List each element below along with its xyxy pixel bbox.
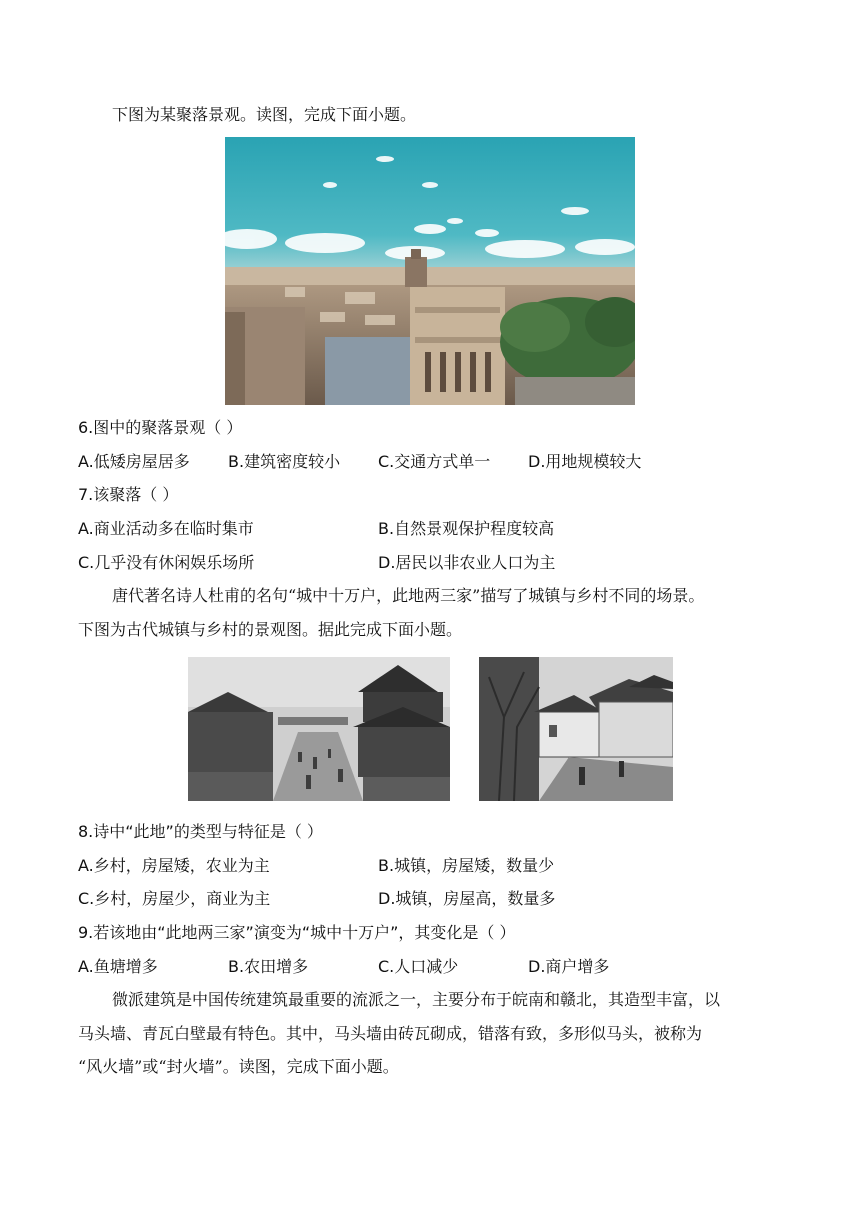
intro-text-3-line-2: 马头墙、青瓦白壁最有特色。其中，马头墙由砖瓦砌成，错落有致，多形似马头，被称为 xyxy=(78,1024,703,1043)
q8-option-c: C.乡村，房屋少，商业为主 xyxy=(78,889,271,908)
q7-option-c: C.几乎没有休闲娱乐场所 xyxy=(78,553,255,572)
q7-option-a: A.商业活动多在临时集市 xyxy=(78,519,254,538)
q8-option-a: A.乡村，房屋矮，农业为主 xyxy=(78,856,270,875)
question-9-stem: 9.若该地由“此地两三家”演变为“城中十万户”，其变化是（ ） xyxy=(78,923,516,942)
question-8-stem: 8.诗中“此地”的类型与特征是（ ） xyxy=(78,822,323,841)
q6-option-c: C.交通方式单一 xyxy=(378,452,491,471)
intro-text-3-line-1: 微派建筑是中国传统建筑最重要的流派之一，主要分布于皖南和赣北，其造型丰富，以 xyxy=(112,990,721,1009)
q7-option-d: D.居民以非农业人口为主 xyxy=(378,553,556,572)
q9-option-a: A.鱼塘增多 xyxy=(78,957,158,976)
q6-option-d: D.用地规模较大 xyxy=(528,452,642,471)
intro-text-2-line-2: 下图为古代城镇与乡村的景观图。据此完成下面小题。 xyxy=(78,620,463,639)
q9-option-d: D.商户增多 xyxy=(528,957,610,976)
intro-text-1: 下图为某聚落景观。读图，完成下面小题。 xyxy=(112,105,417,124)
village-drawing xyxy=(479,657,673,801)
q6-option-a: A.低矮房屋居多 xyxy=(78,452,190,471)
q6-option-b: B.建筑密度较小 xyxy=(228,452,341,471)
q9-option-b: B.农田增多 xyxy=(228,957,309,976)
question-7-stem: 7.该聚落（ ） xyxy=(78,485,179,504)
question-6-stem: 6.图中的聚落景观（ ） xyxy=(78,418,243,437)
q8-option-d: D.城镇，房屋高，数量多 xyxy=(378,889,556,908)
q9-option-c: C.人口减少 xyxy=(378,957,459,976)
intro-text-2-line-1: 唐代著名诗人杜甫的名句“城中十万户，此地两三家”描写了城镇与乡村不同的场景。 xyxy=(112,586,705,605)
q7-option-b: B.自然景观保护程度较高 xyxy=(378,519,555,538)
ancient-city-photo xyxy=(188,657,450,801)
q8-option-b: B.城镇，房屋矮，数量少 xyxy=(378,856,555,875)
intro-text-3-line-3: “风火墙”或“封火墙”。读图，完成下面小题。 xyxy=(78,1057,399,1076)
settlement-photo xyxy=(225,137,635,405)
